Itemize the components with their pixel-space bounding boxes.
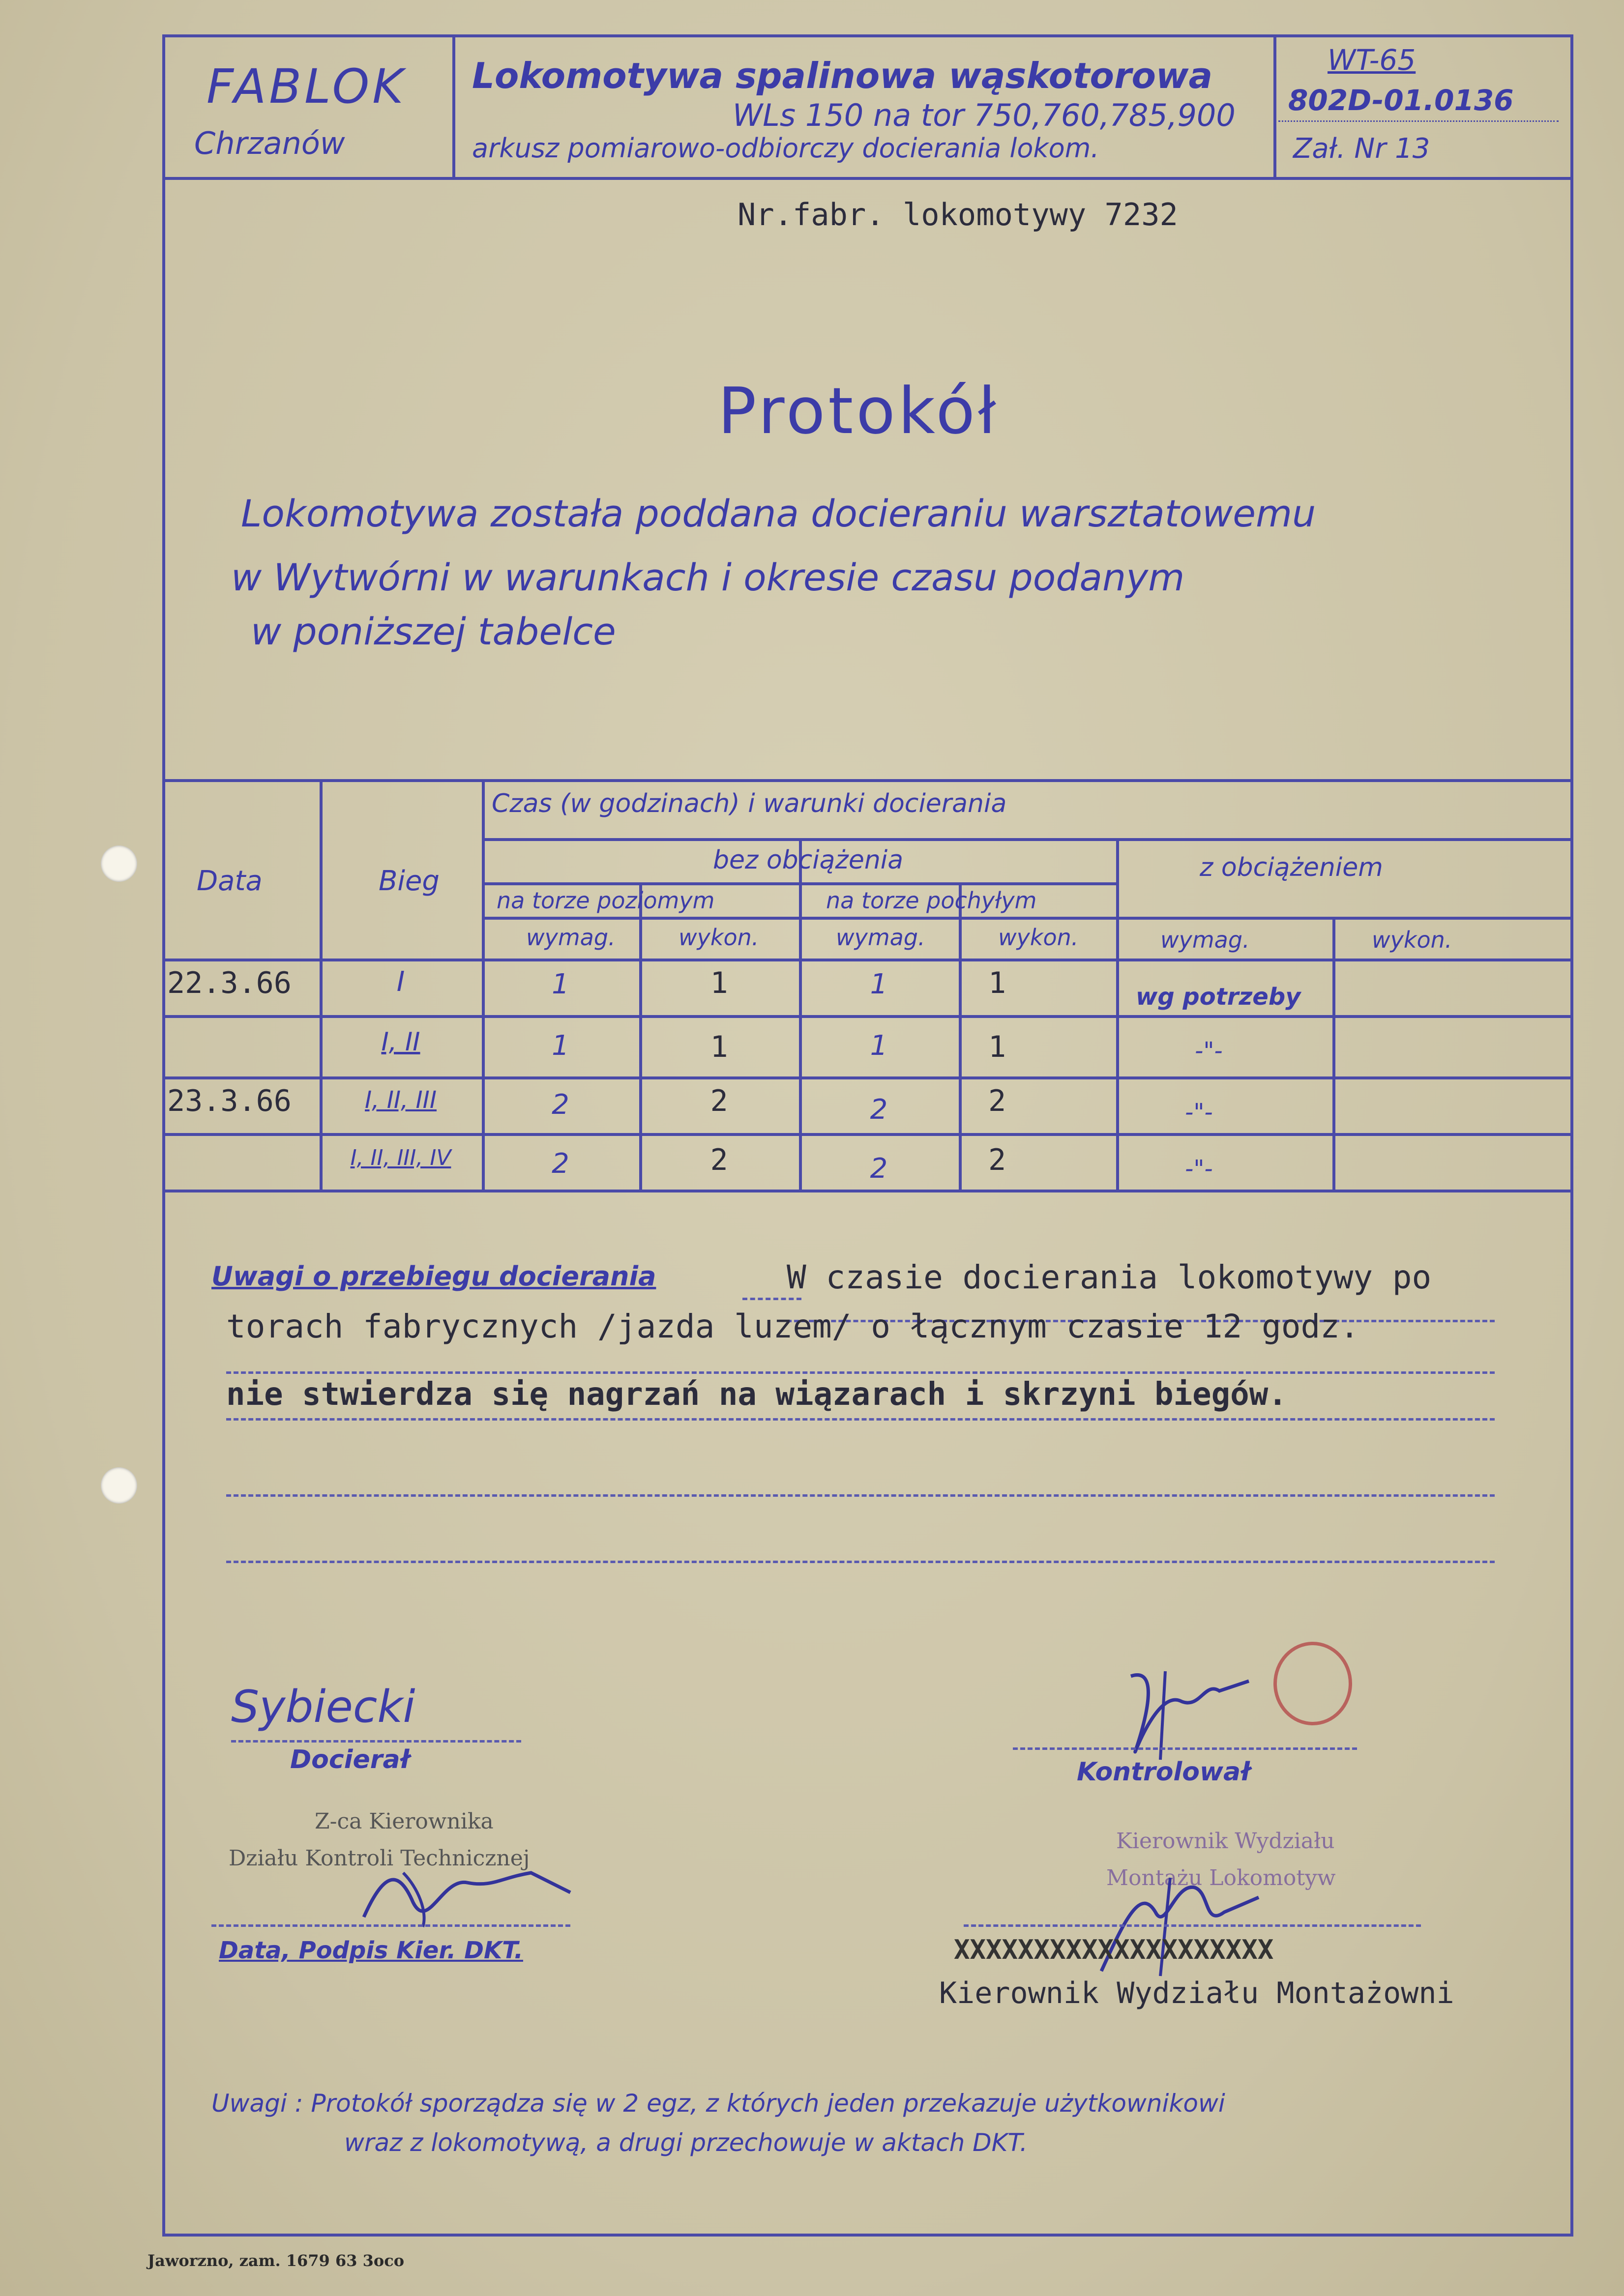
remarks-label: Uwagi o przebiegu docierania bbox=[211, 1261, 656, 1292]
row-value-done-level: 1 bbox=[710, 966, 728, 1000]
column-header-gear: Bieg bbox=[379, 865, 440, 897]
row-value-done-incline: 2 bbox=[988, 1084, 1006, 1118]
footer-note-line-1: Uwagi : Protokół sporządza się w 2 egz, z których jeden przekazuje użytkownikowi bbox=[211, 2089, 1225, 2118]
row-with-load: -"- bbox=[1185, 1099, 1213, 1126]
table-line-h8 bbox=[162, 1133, 1573, 1136]
header-required-2: wymag. bbox=[836, 924, 925, 951]
header-title-line1: Lokomotywa spalinowa wąskotorowa bbox=[472, 55, 1213, 96]
row-value-done-level: 1 bbox=[710, 1030, 728, 1064]
row-value-required-incline: 2 bbox=[870, 1094, 888, 1126]
remarks-line-2: torach fabrycznych /jazda luzem/ o łącznym czasie 12 godz. bbox=[226, 1308, 1359, 1345]
punch-hole-top bbox=[101, 845, 137, 882]
header-bottom-line bbox=[162, 177, 1573, 180]
row-gear: I, II bbox=[381, 1027, 420, 1057]
header-done-2: wykon. bbox=[998, 924, 1079, 951]
row-with-load: -"- bbox=[1185, 1155, 1213, 1183]
signature-docierał-role: Docierał bbox=[290, 1745, 410, 1774]
table-line-v5 bbox=[959, 882, 962, 1191]
remarks-rule-2 bbox=[226, 1371, 1495, 1374]
intro-line-2: w Wytwórni w warunkach i okresie czasu podanym bbox=[231, 555, 1185, 599]
header-done-1: wykon. bbox=[679, 924, 759, 951]
remarks-rule-3 bbox=[226, 1418, 1495, 1421]
row-value-required-level: 1 bbox=[552, 968, 569, 1000]
right-footer-rule bbox=[964, 1924, 1421, 1927]
table-line-h2 bbox=[482, 838, 1573, 841]
row-with-load: wg potrzeby bbox=[1136, 983, 1301, 1011]
header-ref-2: 802D-01.0136 bbox=[1288, 84, 1514, 117]
remarks-rule-5 bbox=[226, 1561, 1495, 1563]
left-footer-rule bbox=[211, 1924, 570, 1927]
maker-name: FABLOK bbox=[207, 59, 407, 114]
header-title-line3: arkusz pomiarowo-odbiorczy docierania lokom. bbox=[472, 133, 1099, 164]
row-value-done-level: 2 bbox=[710, 1084, 728, 1118]
header-with-load: z obciążeniem bbox=[1200, 853, 1383, 882]
row-date: 22.3.66 bbox=[167, 966, 292, 1000]
column-header-date: Data bbox=[197, 865, 263, 897]
printer-imprint: Jaworzno, zam. 1679 63 3oco bbox=[148, 2251, 405, 2270]
header-title-line2: WLs 150 na tor 750,760,785,900 bbox=[733, 97, 1236, 133]
right-signature-role: Kontrolował bbox=[1077, 1757, 1250, 1787]
table-line-h6 bbox=[162, 1015, 1573, 1018]
right-signature-upper bbox=[1101, 1661, 1259, 1770]
row-gear: I, II, III bbox=[365, 1086, 437, 1114]
maker-city: Chrzanów bbox=[194, 125, 345, 161]
header-done-3: wykon. bbox=[1372, 927, 1452, 953]
remarks-line-3: nie stwierdza się nagrzań na wiązarach i skrzyni biegów. bbox=[226, 1376, 1287, 1413]
left-stamp-line-1: Z-ca Kierownika bbox=[315, 1809, 494, 1834]
signature-docierał-name: Sybiecki bbox=[231, 1681, 415, 1733]
row-value-done-level: 2 bbox=[710, 1143, 728, 1177]
header-level-track: na torze poziomym bbox=[497, 887, 715, 914]
header-divider-2 bbox=[1273, 34, 1276, 178]
row-value-required-incline: 2 bbox=[870, 1153, 888, 1185]
header-required-1: wymag. bbox=[526, 924, 616, 951]
right-struck-text: XXXXXXXXXXXXXXXXXXXX bbox=[954, 1934, 1274, 1965]
row-value-required-level: 1 bbox=[552, 1030, 569, 1062]
right-signature-rule bbox=[1013, 1747, 1357, 1750]
table-top-line bbox=[162, 779, 1573, 782]
header-incline-track: na torze pochyłym bbox=[826, 887, 1037, 914]
row-gear: I, II, III, IV bbox=[350, 1145, 451, 1170]
right-stamp-line-2: Montażu Lokomotyw bbox=[1106, 1865, 1336, 1890]
remarks-rule-4 bbox=[226, 1494, 1495, 1497]
right-typed-title: Kierownik Wydziału Montażowni bbox=[939, 1976, 1454, 2010]
table-line-v4 bbox=[799, 838, 802, 1191]
left-footer-caption: Data, Podpis Kier. DKT. bbox=[219, 1937, 523, 1964]
intro-line-3: w poniższej tabelce bbox=[251, 610, 616, 653]
header-ref-1: WT-65 bbox=[1328, 43, 1416, 77]
table-line-v6 bbox=[1116, 838, 1119, 1191]
ref-separator bbox=[1278, 120, 1559, 122]
row-gear: I bbox=[396, 966, 405, 998]
table-line-v7 bbox=[1332, 917, 1335, 1191]
table-line-h5 bbox=[162, 959, 1573, 961]
row-date: 23.3.66 bbox=[167, 1084, 292, 1118]
row-value-required-level: 2 bbox=[552, 1148, 569, 1180]
table-line-h4 bbox=[482, 917, 1573, 920]
red-seal-stamp bbox=[1273, 1642, 1352, 1725]
punch-hole-bottom bbox=[101, 1467, 137, 1504]
header-required-3: wymag. bbox=[1160, 927, 1250, 953]
table-bottom-line bbox=[162, 1190, 1573, 1192]
remarks-rule-1a bbox=[742, 1298, 801, 1300]
header-ref-3: Zał. Nr 13 bbox=[1293, 133, 1430, 165]
table-line-h7 bbox=[162, 1076, 1573, 1079]
row-value-done-incline: 2 bbox=[988, 1143, 1006, 1177]
serial-number-line: Nr.fabr. lokomotywy 7232 bbox=[738, 197, 1178, 233]
footer-note-line-2: wraz z lokomotywą, a drugi przechowuje w aktach DKT. bbox=[344, 2128, 1028, 2157]
left-stamp-line-2: Działu Kontroli Technicznej bbox=[229, 1846, 530, 1871]
row-value-required-incline: 1 bbox=[870, 1030, 888, 1062]
document-title: Protokół bbox=[718, 374, 999, 448]
intro-line-1: Lokomotywa została poddana docieraniu warsztatowemu bbox=[241, 492, 1316, 535]
group-header-conditions: Czas (w godzinach) i warunki docierania bbox=[492, 789, 1007, 818]
row-value-done-incline: 1 bbox=[988, 1030, 1006, 1064]
row-value-required-incline: 1 bbox=[870, 968, 888, 1000]
header-divider-1 bbox=[452, 34, 455, 178]
remarks-line-1: W czasie docierania lokomotywy po bbox=[787, 1258, 1432, 1296]
header-no-load: bez obciążenia bbox=[713, 845, 904, 875]
right-stamp-line-1: Kierownik Wydziału bbox=[1116, 1829, 1335, 1854]
row-value-required-level: 2 bbox=[552, 1089, 569, 1121]
row-with-load: -"- bbox=[1195, 1037, 1223, 1065]
left-signature-rule bbox=[231, 1740, 521, 1743]
left-signature-scribble bbox=[354, 1858, 580, 1932]
row-value-done-incline: 1 bbox=[988, 966, 1006, 1000]
